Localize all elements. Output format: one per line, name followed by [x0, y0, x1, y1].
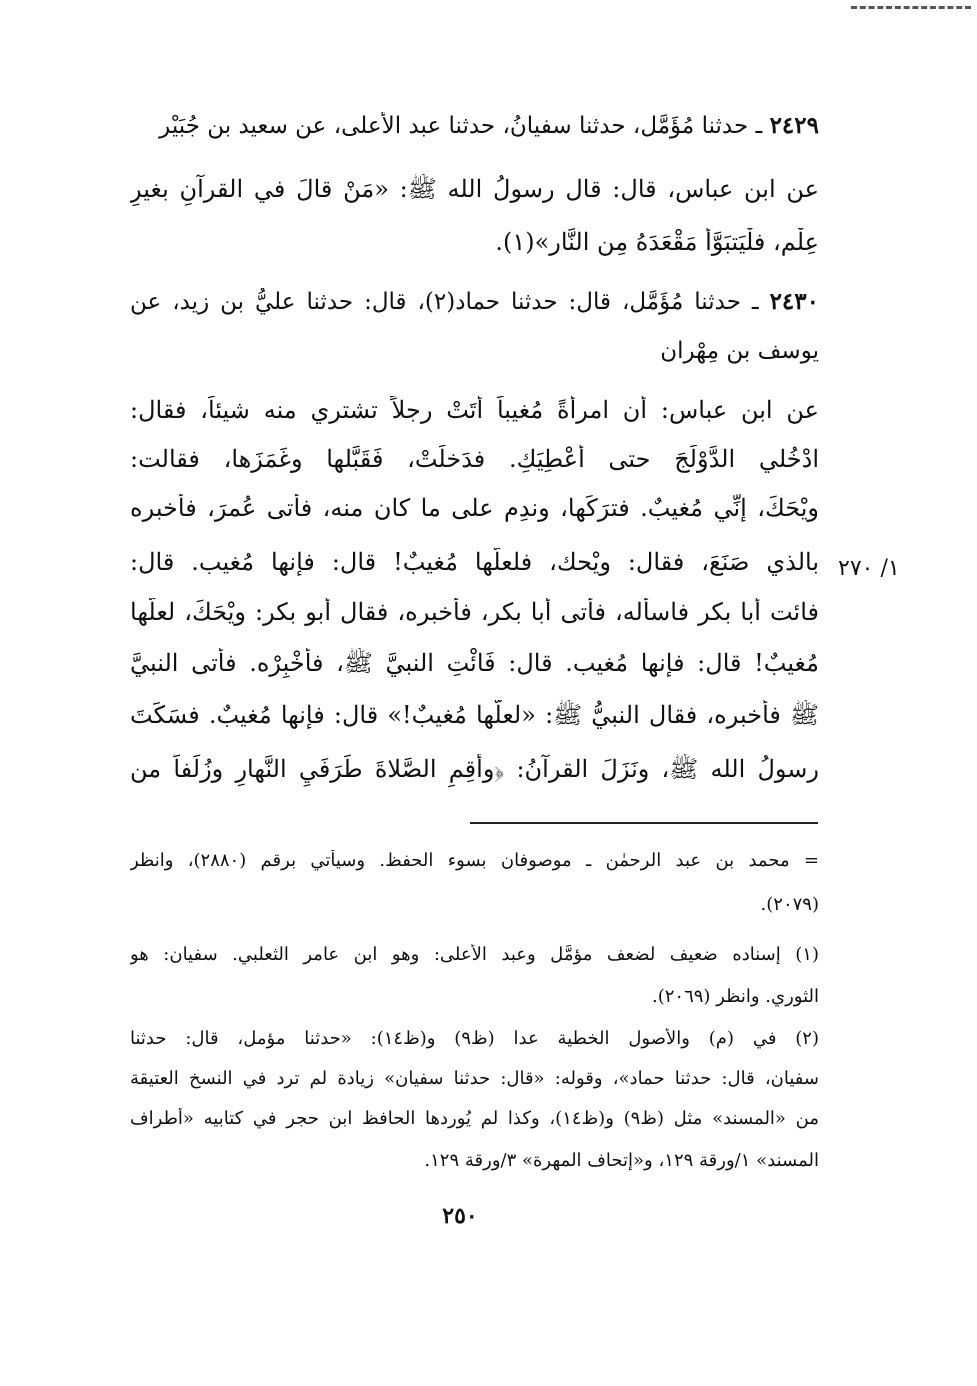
hadith-2430-line-1: عن ابن عباس: أن امرأةً مُغيباً أَتَتْ رجلاً تشتري منه شيئاً، فقال: — [130, 396, 819, 424]
hadith-2429-number: ٢٤٢٩ — [769, 112, 819, 139]
margin-reference: ١/ ٢٧٠ — [838, 556, 900, 581]
footnote-continuation-line-2: (٢٠٧٩). — [760, 894, 819, 915]
hadith-2430-line-7: ﷺ فأخبره، فقال النبيُّ ﷺ: «لعلَّها مُغيبٌ!» قال: فإنها مُغيبٌ. فسَكَتَ — [130, 701, 819, 729]
hadith-2429-line-2: عِلْمٍ، فلْيَتبَوَّأْ مَقْعَدَهُ مِن النَّارِ»(١). — [495, 228, 819, 256]
hadith-2430-line-8: رسولُ الله ﷺ، ونَزَلَ القرآنُ: ﴿وأَقِمِ الصَّلاةَ طَرَفَيِ النَّهارِ وزُلَفاً من — [130, 755, 819, 783]
footnote-1-line-1: (١) إسناده ضعيف لضعف مؤمَّل وعبد الأعلى: وهو ابن عامر الثعلبي. سفيان: هو — [130, 944, 819, 965]
footnote-2-line-2: سفيان، قال: حدثنا حماد»، وقوله: «قال: حدثنا سفيان» زيادة لم ترد في النسخ العتيقة — [130, 1068, 819, 1089]
hadith-2430-line-6: مُغيبٌ! قال: فإنها مُغيب. قال: فَائْتِ النبيَّ ﷺ، فأَخْبِرْه. فأتى النبيَّ — [130, 649, 819, 677]
hadith-2430-number: ٢٤٣٠ — [769, 288, 819, 315]
hadith-2429-line-1: عن ابن عباس، قال: قال رسولُ الله ﷺ: «مَنْ قالَ في القرآنِ بغيرِ — [130, 175, 819, 203]
footnote-1-line-2: الثوري. وانظر (٢٠٦٩). — [651, 986, 819, 1007]
hadith-2430-line-3: ويْحَكَ، إنِّي مُغيبٌ. فترَكَها، وندِم على ما كان منه، فأتى عُمرَ، فأخبره — [130, 494, 819, 522]
footnote-2-line-1: (٢) في (م) والأصول الخطية عدا (ظ٩) و(ظ١٤): «حدثنا مؤمل، قال: حدثنا — [130, 1028, 819, 1049]
hadith-2429-isnad — [130, 112, 819, 139]
footnote-2-line-4: المسند» ١/ورقة ١٢٩، و«إتحاف المهرة» ٣/ورقة ١٢٩. — [424, 1150, 819, 1171]
corner-dashes — [851, 6, 971, 9]
footnote-continuation-line-1: = محمد بن عبد الرحمٰن ـ موصوفان بسوء الحفظ. وسيأتي برقم (٢٨٨٠)، وانظر — [130, 850, 819, 871]
hadith-2430-isnad-cont: يوسف بن مِهْران — [660, 338, 819, 364]
hadith-2430-isnad-text: ـ حدثنا مُؤَمَّل، قال: حدثنا حماد(٢)، قال: حدثنا عليُّ بن زيد، عن — [130, 289, 770, 315]
hadith-2430-line-5: فائت أبا بكر فاسأله، فأتى أبا بكر، فأخبره، فقال أبو بكر: ويْحَكَ، لعلَّها — [130, 598, 819, 626]
footnote-2-line-3: من «المسند» مثل (ظ٩) و(ظ١٤)، وكذا لم يُوردها الحافظ ابن حجر في كتابيه «أطراف — [130, 1108, 819, 1129]
hadith-2430-line-2: ادْخُلي الدَّوْلَجَ حتى أُعْطِيَكِ. فدَخلَتْ، فَقَبَّلها وغَمَزَها، فقالت: — [130, 445, 819, 473]
footnote-separator — [470, 822, 818, 824]
hadith-2430-line-4: بالذي صَنَعَ، فقال: ويْحك، فلعلَّها مُغيبٌ! قال: فإنها مُغيب. قال: — [130, 548, 819, 576]
hadith-2430-isnad — [130, 288, 819, 315]
page-number: ٢٥٠ — [442, 1203, 478, 1229]
hadith-2429-isnad-text: ـ حدثنا مُؤَمَّل، حدثنا سفيانُ، حدثنا عبد الأعلى، عن سعيد بن جُبَيْر — [159, 113, 770, 139]
